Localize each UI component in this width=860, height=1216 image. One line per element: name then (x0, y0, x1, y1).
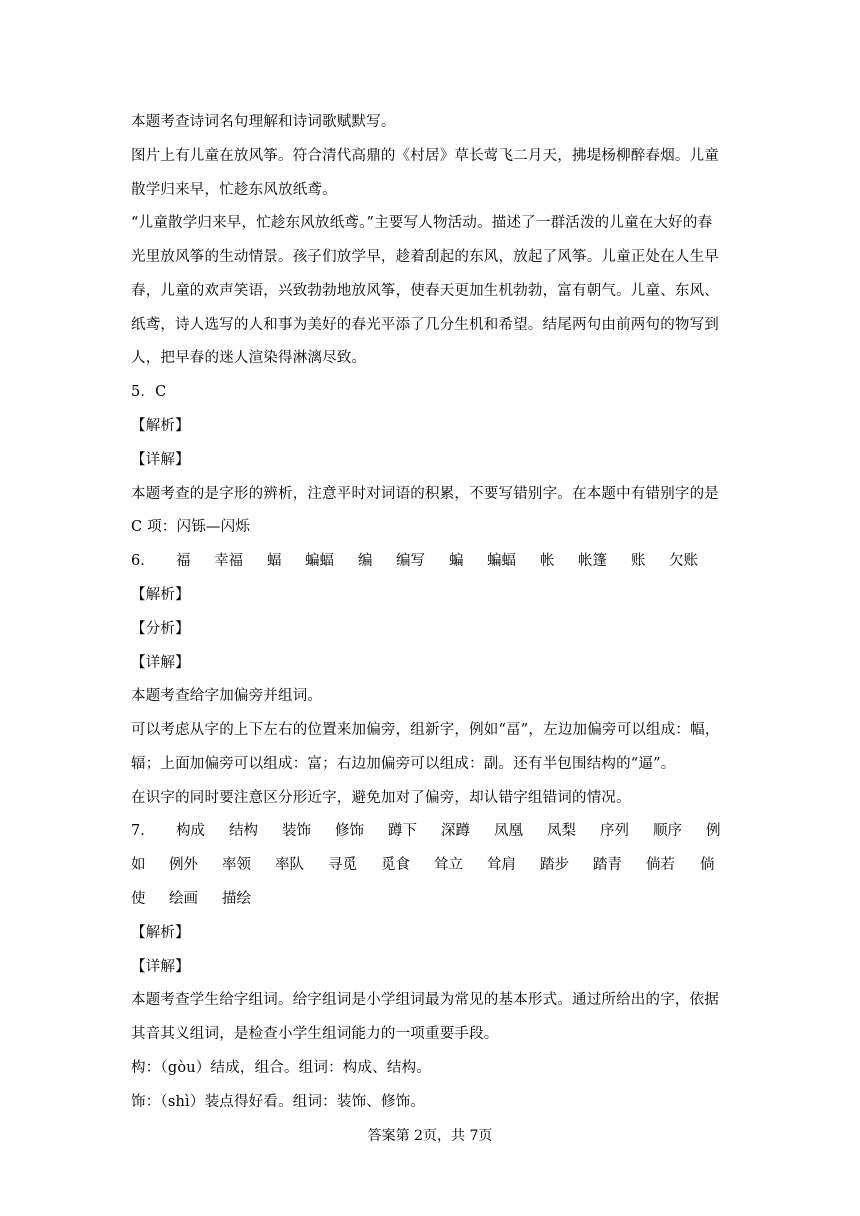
answer-word: 结构 (229, 823, 258, 839)
answer-word: 帐篷 (578, 553, 607, 569)
answer-word: 蹲下 (388, 823, 417, 839)
answer-word: 寻觅 (328, 857, 357, 873)
answer-word: 幸福 (214, 553, 243, 569)
answer-word: 蝙 (449, 553, 464, 569)
paragraph-line: 图片上有儿童在放风筝。符合清代高鼎的《村居》草长莺飞二月天，拂堤杨柳醉春烟。儿童 (131, 148, 719, 164)
paragraph-line: 在识字的同时要注意区分形近字，避免加对了偏旁，却认错字组错词的情况。 (131, 790, 631, 806)
paragraph-line: 可以考虑从字的上下左右的位置来加偏旁，组新字，例如“畐”，左边加偏旁可以组成：幅， (131, 722, 720, 738)
paragraph-line: 本题考查学生给字组词。给字组词是小学组词最为常见的基本形式。通过所给出的字，依据 (131, 992, 719, 1008)
answer-word: 修饰 (335, 823, 364, 839)
answer-word: 使 (131, 891, 146, 907)
answer-word: 踏步 (540, 857, 569, 873)
paragraph-line: “儿童散学归来早，忙趁东风放纸鸢。”主要写人物活动。描述了一群活泼的儿童在大好的春 (131, 215, 713, 231)
paragraph-line: 春，儿童的欢声笑语，兴致勃勃地放风筝，使春天更加生机勃勃，富有朝气。儿童、东风、 (131, 283, 719, 299)
answer-word: 绘画 (169, 891, 198, 907)
page-footer: 答案第 2页，共 7页 (367, 1128, 493, 1144)
answer-word: 凤凰 (494, 823, 523, 839)
paragraph-line: C 项：闪铄—闪烁 (131, 519, 251, 535)
answer-word: 例 (706, 823, 721, 839)
answer-word: 编写 (396, 553, 425, 569)
answer-word: 率队 (275, 857, 304, 873)
section-heading-detail: 【详解】 (131, 655, 190, 671)
answer-word: 蝙蝠 (305, 553, 334, 569)
paragraph-line: 人，把早春的迷人渲染得淋漓尽致。 (131, 350, 367, 366)
answer-word: 蝠 (267, 553, 282, 569)
paragraph-line: 饰：（shì）装点得好看。组词：装饰、修饰。 (131, 1094, 426, 1110)
answer-word: 欠账 (669, 553, 698, 569)
answer-word: 顺序 (653, 823, 682, 839)
answer-word: 觅食 (381, 857, 410, 873)
section-heading-analysis: 【解析】 (131, 587, 190, 603)
paragraph-line: 本题考查诗词名句理解和诗词歌赋默写。 (131, 114, 396, 130)
answer-word: 例外 (169, 857, 198, 873)
section-heading-detail: 【详解】 (131, 959, 190, 975)
question-number: 7． (131, 823, 155, 839)
paragraph-line: 其音其义组词，是检查小学生组词能力的一项重要手段。 (131, 1026, 499, 1042)
section-heading-analysis: 【解析】 (131, 418, 190, 434)
answer-word: 凤梨 (547, 823, 576, 839)
answer-word: 倘 (700, 857, 715, 873)
answer-word: 描绘 (222, 891, 251, 907)
answer-word: 蝙蝠 (487, 553, 516, 569)
answer-word: 编 (358, 553, 373, 569)
paragraph-line: 本题考查给字加偏旁并组词。 (131, 688, 323, 704)
answer-word: 耸肩 (487, 857, 516, 873)
answer-word: 如 (131, 857, 146, 873)
paragraph-line: 构：（gòu）结成，组合。组词：构成、结构。 (131, 1060, 431, 1076)
section-heading-breakdown: 【分析】 (131, 621, 190, 637)
paragraph-line: 辐；上面加偏旁可以组成：富；右边加偏旁可以组成：副。还有半包围结构的“逼”。 (131, 756, 676, 772)
answer-word: 率领 (222, 857, 251, 873)
answer-word: 福 (176, 553, 191, 569)
paragraph-line: 光里放风筝的生动情景。孩子们放学早，趁着刮起的东风，放起了风筝。儿童正处在人生早 (131, 249, 719, 265)
answer-word: 深蹲 (441, 823, 470, 839)
question-number: 5．C (131, 384, 167, 400)
paragraph-line: 纸鸢，诗人选写的人和事为美好的春光平添了几分生机和希望。结尾两句由前两句的物写到 (131, 317, 719, 333)
answer-word: 耸立 (434, 857, 463, 873)
question-number: 6． (131, 553, 155, 569)
answer-word: 倘若 (646, 857, 675, 873)
section-heading-detail: 【详解】 (131, 452, 190, 468)
answer-word: 装饰 (282, 823, 311, 839)
answer-word: 踏青 (593, 857, 622, 873)
paragraph-line: 本题考查的是字形的辨析，注意平时对词语的积累，不要写错别字。在本题中有错别字的是 (131, 486, 719, 502)
answer-word: 构成 (176, 823, 205, 839)
section-heading-analysis: 【解析】 (131, 925, 190, 941)
answer-word: 帐 (540, 553, 555, 569)
paragraph-line: 散学归来早，忙趁东风放纸鸢。 (131, 182, 337, 198)
answer-word: 序列 (600, 823, 629, 839)
answer-word: 账 (631, 553, 646, 569)
